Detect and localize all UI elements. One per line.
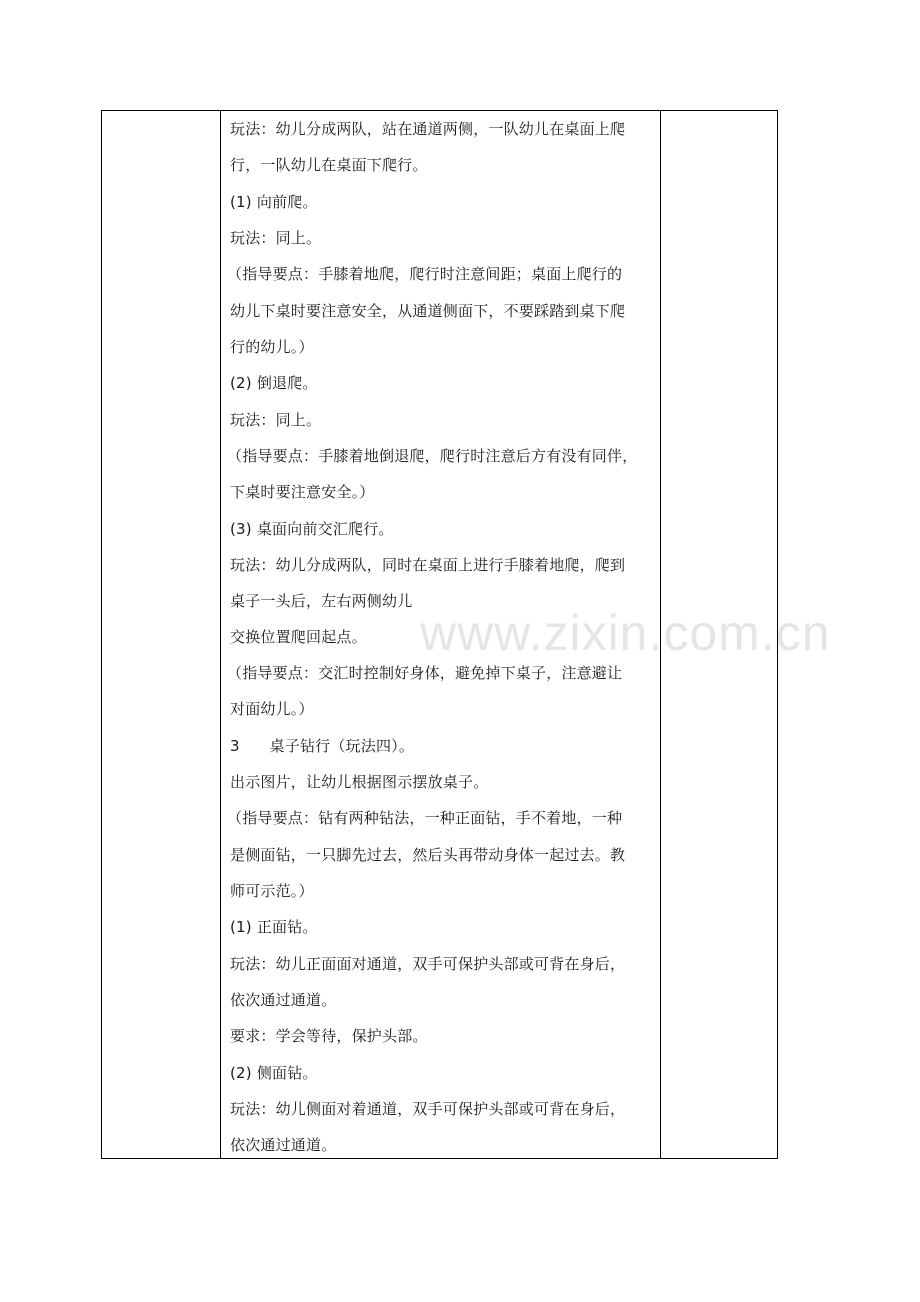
text-line: （指导要点：手膝着地爬，爬行时注意间距；桌面上爬行的 (227, 265, 623, 283)
text-line: (1) 正面钻。 (230, 918, 318, 936)
text-line: 依次通过通道。 (230, 1136, 337, 1154)
text-line: 依次通过通道。 (230, 991, 337, 1009)
text-line: 要求：学会等待，保护头部。 (230, 1027, 428, 1045)
text-line: 玩法：幼儿分成两队，同时在桌面上进行手膝着地爬，爬到 (230, 556, 626, 574)
text-line: 玩法：同上。 (230, 411, 322, 429)
text-line: 是侧面钻，一只脚先过去，然后头再带动身体一起过去。教 (230, 846, 626, 864)
text-line: 幼儿下桌时要注意安全，从通道侧面下，不要踩踏到桌下爬 (230, 302, 626, 320)
text-line: 3 桌子钻行（玩法四）。 (230, 737, 415, 755)
text-line: 行，一队幼儿在桌面下爬行。 (230, 156, 428, 174)
text-line: （指导要点：交汇时控制好身体，避免掉下桌子，注意避让 (227, 664, 623, 682)
text-line: 玩法：幼儿侧面对着通道，双手可保护头部或可背在身后， (230, 1100, 626, 1118)
left-cell (102, 111, 221, 1158)
text-line: (2) 倒退爬。 (230, 374, 318, 392)
text-line: 行的幼儿。） (230, 338, 314, 356)
text-line: (2) 侧面钻。 (230, 1064, 318, 1082)
text-line: 桌子一头后，左右两侧幼儿 (230, 592, 413, 610)
text-line: 玩法：幼儿分成两队，站在通道两侧，一队幼儿在桌面上爬 (230, 120, 626, 138)
text-line: 对面幼儿。） (230, 700, 314, 718)
text-line: 下桌时要注意安全。） (230, 483, 375, 501)
text-line: (3) 桌面向前交汇爬行。 (230, 520, 394, 538)
text-line: 玩法：幼儿正面面对通道，双手可保护头部或可背在身后， (230, 955, 626, 973)
text-line: 交换位置爬回起点。 (230, 628, 367, 646)
text-line: 师可示范。） (230, 882, 314, 900)
text-line: (1) 向前爬。 (230, 193, 318, 211)
text-line: （指导要点：手膝着地倒退爬，爬行时注意后方有没有同伴， (227, 447, 638, 465)
watermark: www.zixin.com.cn (420, 605, 831, 661)
text-line: 出示图片，让幼儿根据图示摆放桌子。 (230, 773, 489, 791)
text-line: 玩法：同上。 (230, 229, 322, 247)
text-line: （指导要点：钻有两种钻法，一种正面钻，手不着地，一种 (227, 809, 623, 827)
